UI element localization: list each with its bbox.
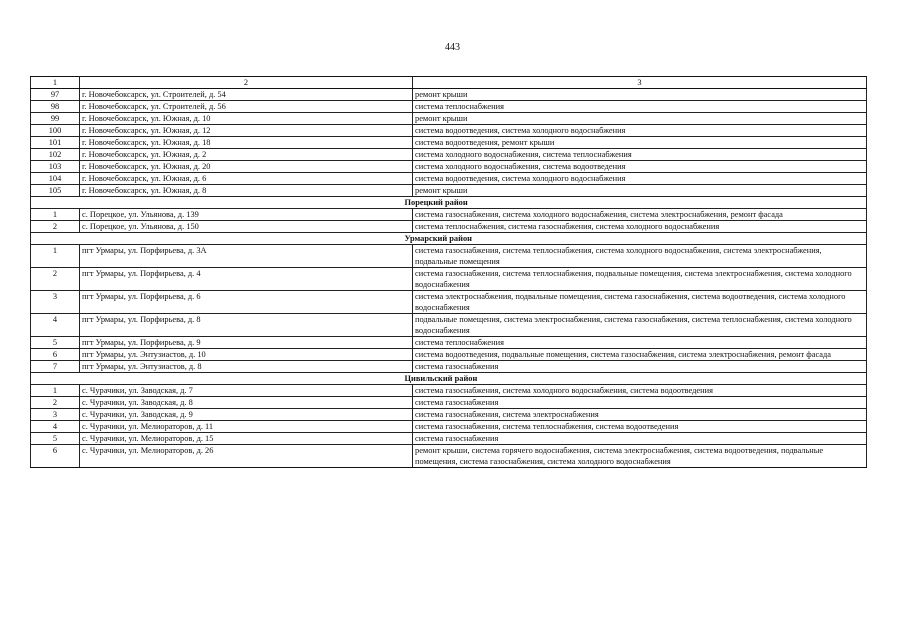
- table-row: [31, 445, 867, 468]
- works-cell: система газоснабжения, система теплоснабжения, система холодного водоснабжения, система электроснабжения, подвальные помещения: [413, 245, 867, 268]
- works-cell: система газоснабжения, система электроснабжения: [413, 409, 867, 421]
- address-cell: с. Чурачики, ул. Мелиораторов, д. 11: [80, 421, 413, 433]
- works-cell: система электроснабжения, подвальные помещения, система газоснабжения, система водоотведения, система холодного водоснабжения: [413, 291, 867, 314]
- address-cell: пгт Урмары, ул. Порфирьева, д. 4: [80, 268, 413, 291]
- works-cell: ремонт крыши: [413, 185, 867, 197]
- district-heading-row: [31, 197, 867, 209]
- table-row: [31, 397, 867, 409]
- address-cell: г. Новочебоксарск, ул. Строителей, д. 54: [80, 89, 413, 101]
- address-cell: г. Новочебоксарск, ул. Южная, д. 20: [80, 161, 413, 173]
- table-row: [31, 361, 867, 373]
- district-heading-row: [31, 233, 867, 245]
- row-number-cell: 98: [31, 101, 80, 113]
- address-cell: с. Порецкое, ул. Ульянова, д. 150: [80, 221, 413, 233]
- row-number-cell: 2: [31, 221, 80, 233]
- table-row: [31, 409, 867, 421]
- row-number-cell: 97: [31, 89, 80, 101]
- row-number-cell: 2: [31, 397, 80, 409]
- row-number-cell: 4: [31, 314, 80, 337]
- column-header-number: 1: [31, 77, 80, 89]
- district-heading: Порецкий район: [80, 197, 867, 209]
- district-heading-row: [31, 373, 867, 385]
- address-cell: пгт Урмары, ул. Энтузиастов, д. 8: [80, 361, 413, 373]
- works-cell: система газоснабжения, система теплоснабжения, система водоотведения: [413, 421, 867, 433]
- address-cell: с. Чурачики, ул. Заводская, д. 8: [80, 397, 413, 409]
- table-row: [31, 314, 867, 337]
- row-number-cell: 102: [31, 149, 80, 161]
- row-number-cell: 101: [31, 137, 80, 149]
- address-cell: г. Новочебоксарск, ул. Южная, д. 10: [80, 113, 413, 125]
- row-number-cell: 4: [31, 421, 80, 433]
- row-number-cell: 103: [31, 161, 80, 173]
- column-header-address: 2: [80, 77, 413, 89]
- works-cell: система газоснабжения, система теплоснабжения, подвальные помещения, система электроснабжения, система холодного водоснабжения: [413, 268, 867, 291]
- column-header-works: 3: [413, 77, 867, 89]
- table-body: [31, 89, 867, 468]
- works-cell: система водоотведения, система холодного водоснабжения: [413, 125, 867, 137]
- address-cell: г. Новочебоксарск, ул. Южная, д. 8: [80, 185, 413, 197]
- works-cell: система газоснабжения: [413, 361, 867, 373]
- address-cell: г. Новочебоксарск, ул. Строителей, д. 56: [80, 101, 413, 113]
- works-cell: система теплоснабжения, система газоснабжения, система холодного водоснабжения: [413, 221, 867, 233]
- row-number-cell: 5: [31, 337, 80, 349]
- works-cell: ремонт крыши, система горячего водоснабжения, система электроснабжения, система водоотведения, подвальные помещения, система газоснабжения, система холодного водоснабжения: [413, 445, 867, 468]
- row-number-cell: 6: [31, 349, 80, 361]
- works-cell: подвальные помещения, система электроснабжения, система газоснабжения, система теплоснабжения, система холодного водоснабжения: [413, 314, 867, 337]
- address-cell: пгт Урмары, ул. Порфирьева, д. 6: [80, 291, 413, 314]
- table-row: [31, 113, 867, 125]
- table-row: [31, 221, 867, 233]
- table-row: [31, 173, 867, 185]
- address-cell: с. Чурачики, ул. Заводская, д. 7: [80, 385, 413, 397]
- address-cell: пгт Урмары, ул. Порфирьева, д. 3А: [80, 245, 413, 268]
- works-cell: система газоснабжения, система холодного водоснабжения, система электроснабжения, ремонт фасада: [413, 209, 867, 221]
- row-number-cell: 3: [31, 409, 80, 421]
- district-heading: Цивильский район: [80, 373, 867, 385]
- table-row: [31, 337, 867, 349]
- table-row: [31, 101, 867, 113]
- page-number: 443: [445, 42, 460, 53]
- works-registry-table: [30, 76, 867, 468]
- works-cell: система водоотведения, ремонт крыши: [413, 137, 867, 149]
- row-number-cell: 3: [31, 291, 80, 314]
- row-number-cell: 1: [31, 245, 80, 268]
- table-row: [31, 433, 867, 445]
- table-row: [31, 245, 867, 268]
- row-number-cell: 104: [31, 173, 80, 185]
- row-number-cell: 100: [31, 125, 80, 137]
- table-row: [31, 268, 867, 291]
- row-number-cell: 105: [31, 185, 80, 197]
- works-cell: система газоснабжения, система холодного водоснабжения, система водоотведения: [413, 385, 867, 397]
- works-cell: система теплоснабжения: [413, 101, 867, 113]
- address-cell: с. Порецкое, ул. Ульянова, д. 139: [80, 209, 413, 221]
- table-row: [31, 125, 867, 137]
- table-row: [31, 421, 867, 433]
- row-number-cell: 99: [31, 113, 80, 125]
- address-cell: г. Новочебоксарск, ул. Южная, д. 6: [80, 173, 413, 185]
- works-cell: система водоотведения, подвальные помещения, система газоснабжения, система электроснабжения, ремонт фасада: [413, 349, 867, 361]
- table-row: [31, 209, 867, 221]
- address-cell: г. Новочебоксарск, ул. Южная, д. 18: [80, 137, 413, 149]
- address-cell: с. Чурачики, ул. Мелиораторов, д. 26: [80, 445, 413, 468]
- address-cell: пгт Урмары, ул. Порфирьева, д. 8: [80, 314, 413, 337]
- address-cell: с. Чурачики, ул. Заводская, д. 9: [80, 409, 413, 421]
- district-heading: Урмарский район: [80, 233, 867, 245]
- works-cell: ремонт крыши: [413, 113, 867, 125]
- works-cell: ремонт крыши: [413, 89, 867, 101]
- works-cell: система газоснабжения: [413, 397, 867, 409]
- table-row: [31, 149, 867, 161]
- table-row: [31, 185, 867, 197]
- row-number-cell: 5: [31, 433, 80, 445]
- works-cell: система холодного водоснабжения, система теплоснабжения: [413, 149, 867, 161]
- table-row: [31, 89, 867, 101]
- row-number-cell: 2: [31, 268, 80, 291]
- table-row: [31, 291, 867, 314]
- address-cell: с. Чурачики, ул. Мелиораторов, д. 15: [80, 433, 413, 445]
- table-header-row: [31, 77, 867, 89]
- row-number-cell: 6: [31, 445, 80, 468]
- row-number-cell: 7: [31, 361, 80, 373]
- table-row: [31, 161, 867, 173]
- table-row: [31, 137, 867, 149]
- address-cell: пгт Урмары, ул. Энтузиастов, д. 10: [80, 349, 413, 361]
- row-number-cell: 1: [31, 385, 80, 397]
- table-row: [31, 385, 867, 397]
- works-cell: система холодного водоснабжения, система водоотведения: [413, 161, 867, 173]
- works-cell: система газоснабжения: [413, 433, 867, 445]
- table-row: [31, 349, 867, 361]
- address-cell: г. Новочебоксарск, ул. Южная, д. 12: [80, 125, 413, 137]
- address-cell: г. Новочебоксарск, ул. Южная, д. 2: [80, 149, 413, 161]
- address-cell: пгт Урмары, ул. Порфирьева, д. 9: [80, 337, 413, 349]
- row-number-cell: 1: [31, 209, 80, 221]
- works-cell: система теплоснабжения: [413, 337, 867, 349]
- works-cell: система водоотведения, система холодного водоснабжения: [413, 173, 867, 185]
